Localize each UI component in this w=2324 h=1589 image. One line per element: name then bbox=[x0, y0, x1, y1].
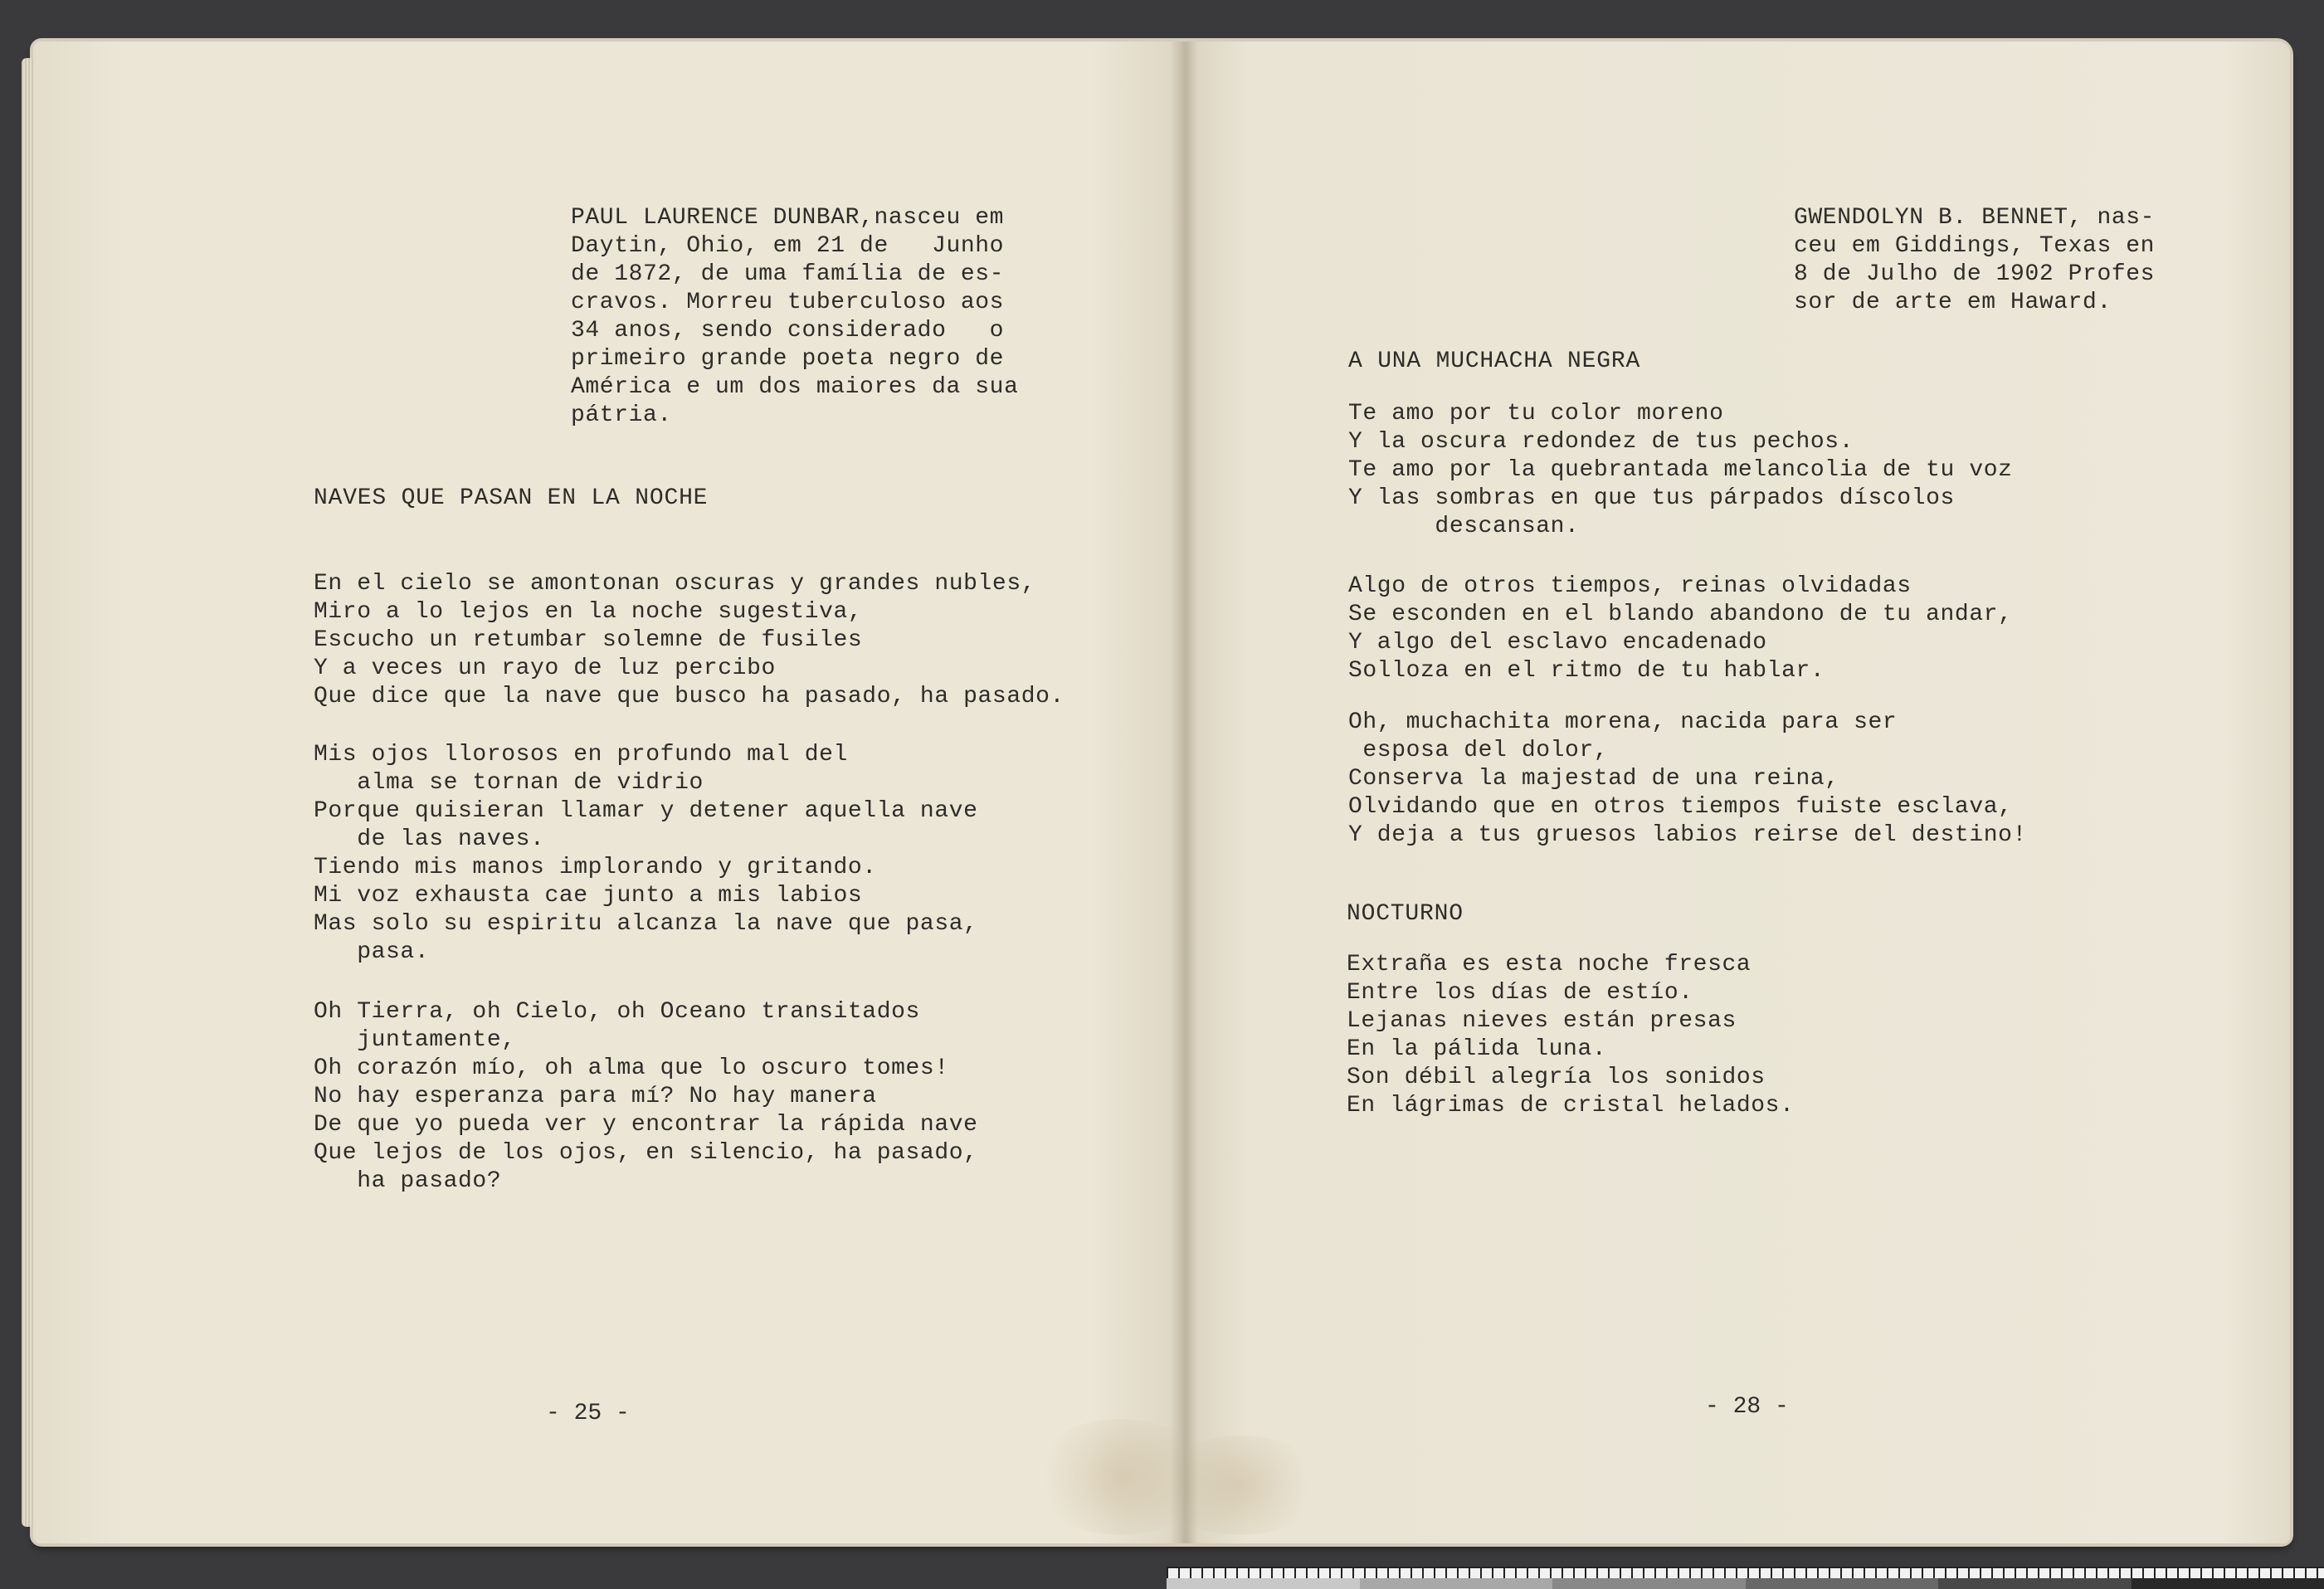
poem-title-muchacha: A UNA MUCHACHA NEGRA bbox=[1348, 349, 1640, 374]
ruler-swatch bbox=[1167, 1578, 1360, 1589]
page-number-28: - 28 - bbox=[1705, 1394, 1789, 1420]
color-scale-ruler bbox=[1167, 1567, 2324, 1589]
right-page bbox=[1182, 41, 2290, 1543]
muchacha-stanza-1: Te amo por tu color moreno Y la oscura redondez de tus pechos. Te amo por la quebrantada melancolia de tu voz Y las sombras en que tus párpados díscolos descansan. bbox=[1348, 400, 2013, 541]
bennet-bio: GWENDOLYN B. BENNET, nas- ceu em Giddings, Texas en 8 de Julho de 1902 Profes sor de arte em Haward. bbox=[1794, 204, 2155, 317]
ruler-swatch bbox=[2132, 1578, 2324, 1589]
poem-title-nocturno: NOCTURNO bbox=[1347, 901, 1464, 927]
naves-stanza-3: Oh Tierra, oh Cielo, oh Oceano transitados juntamente, Oh corazón mío, oh alma que lo oscuro tomes! No hay esperanza para mí? No hay manera De que yo pueda ver y encontrar la rápida nave Que lejos de los ojos, en silencio, ha pasado, ha pasado? bbox=[314, 998, 978, 1196]
naves-stanza-2: Mis ojos llorosos en profundo mal del alma se tornan de vidrio Porque quisieran llamar y detener aquella nave de las naves. Tiendo mis manos implorando y gritando. Mi voz exhausta cae junto a mis labios Mas solo su espiritu alcanza la nave que pasa, pasa. bbox=[314, 741, 978, 967]
ruler-swatch bbox=[1746, 1578, 1939, 1589]
muchacha-stanza-3: Oh, muchachita morena, nacida para ser esposa del dolor, Conserva la majestad de una reina, Olvidando que en otros tiempos fuiste esclava, Y deja a tus gruesos labios reirse del destino! bbox=[1348, 709, 2027, 850]
ruler-swatch bbox=[1938, 1578, 2132, 1589]
naves-stanza-1: En el cielo se amontonan oscuras y grandes nubles, Miro a lo lejos en la noche sugestiva, Escucho un retumbar solemne de fusiles Y a veces un rayo de luz percibo Que dice que la nave que busco ha pasado, ha pasado. bbox=[314, 570, 1065, 711]
ruler-swatch bbox=[1552, 1578, 1746, 1589]
open-book bbox=[33, 41, 2290, 1543]
left-page bbox=[33, 41, 1182, 1543]
page-number-25: - 25 - bbox=[546, 1401, 630, 1426]
nocturno-stanza: Extraña es esta noche fresca Entre los días de estío. Lejanas nieves están presas En la pálida luna. Son débil alegría los sonidos En lágrimas de cristal helados. bbox=[1347, 951, 1795, 1120]
page-edges bbox=[22, 58, 33, 1527]
ruler-swatch bbox=[1360, 1578, 1553, 1589]
book-gutter bbox=[1170, 41, 1198, 1543]
muchacha-stanza-2: Algo de otros tiempos, reinas olvidadas Se esconden en el blando abandono de tu andar, Y algo del esclavo encadenado Solloza en el ritmo de tu hablar. bbox=[1348, 573, 2013, 685]
ruler-ticks bbox=[1167, 1568, 2324, 1578]
poem-title-naves: NAVES QUE PASAN EN LA NOCHE bbox=[314, 485, 708, 511]
dunbar-bio: PAUL LAURENCE DUNBAR,nasceu em Daytin, Ohio, em 21 de Junho de 1872, de uma família de es- cravos. Morreu tuberculoso aos 34 anos, sendo considerado o primeiro grande poeta negro de América e um dos maiores da sua pátria. bbox=[571, 204, 1019, 430]
